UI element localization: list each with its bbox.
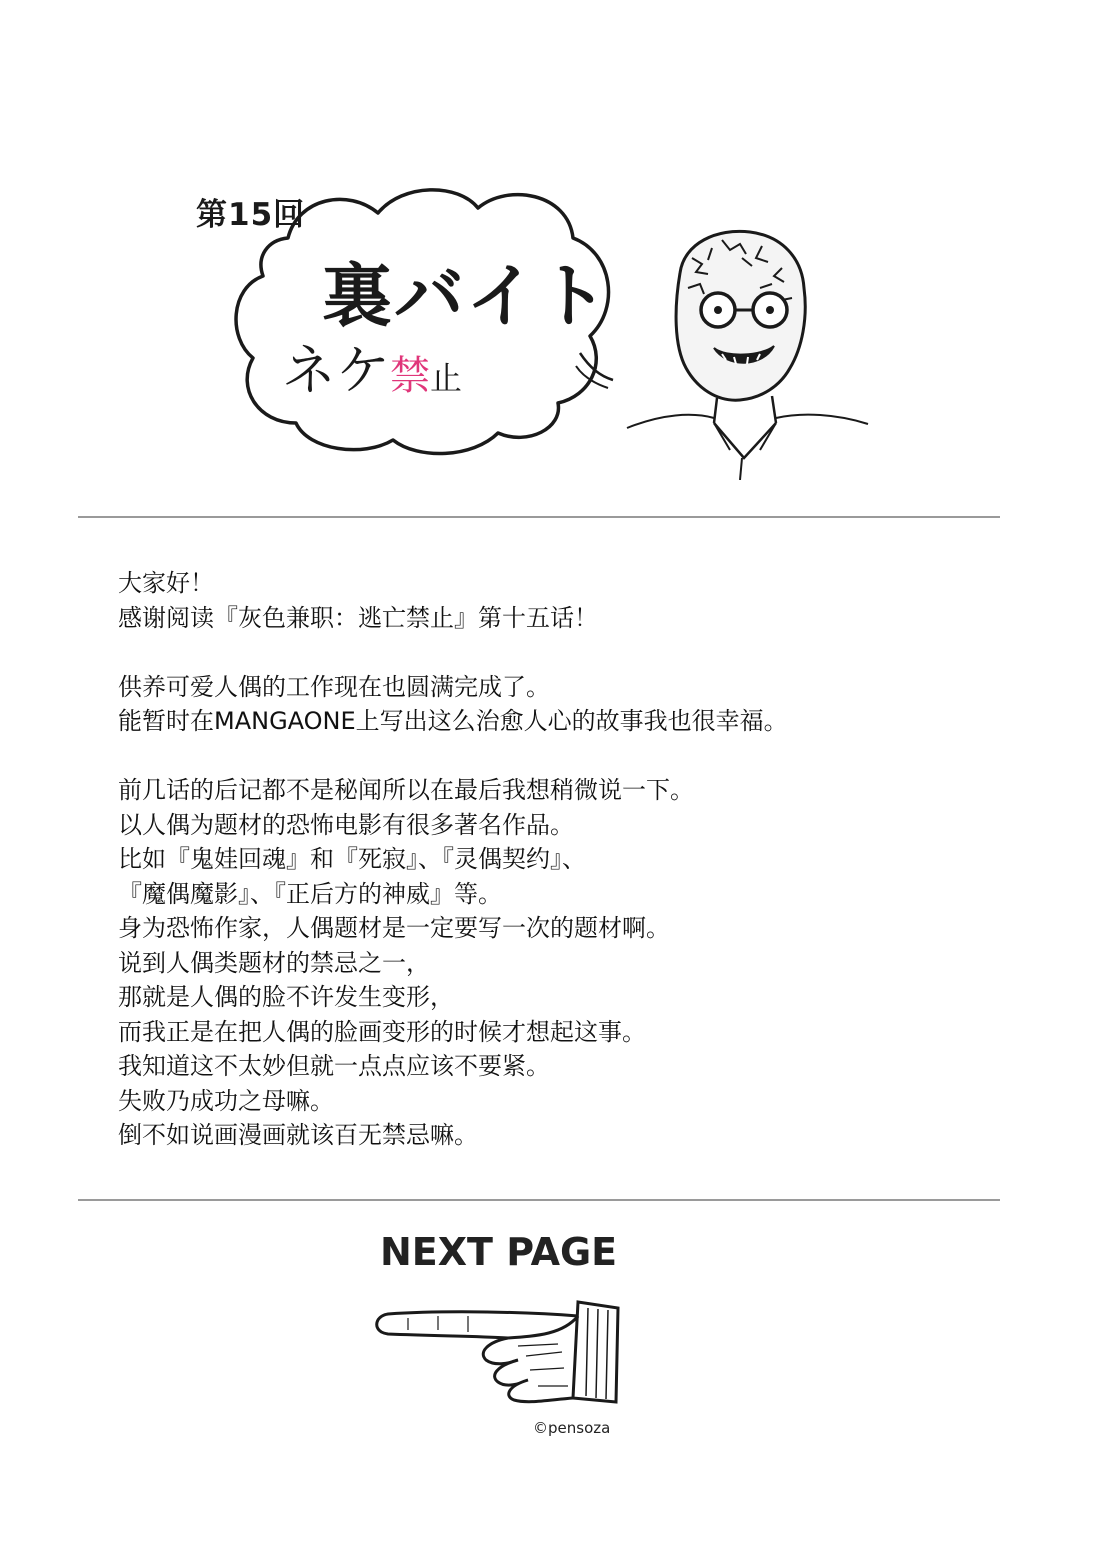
- title-main-part1: 裏バ: [322, 254, 466, 337]
- body-line: 倒不如说画漫画就该百无禁忌嘛。: [118, 1121, 478, 1149]
- title-sub-d: 止: [430, 359, 463, 397]
- episode-label: 第15回: [196, 197, 306, 233]
- body-line: 感谢阅读『灰色兼职：逃亡禁止』第十五话！: [118, 603, 598, 632]
- body-line: 失败乃成功之母嘛。: [118, 1086, 334, 1115]
- body-line: 说到人偶类题材的禁忌之一，: [118, 948, 430, 977]
- next-page-label: NEXT PAGE: [380, 1230, 618, 1274]
- body-line: 而我正是在把人偶的脸画变形的时候才想起这事。: [118, 1017, 646, 1046]
- pointing-hand-icon: [368, 1294, 620, 1412]
- body-line: 大家好！: [118, 569, 214, 597]
- credit-text: ©pensoza: [533, 1419, 611, 1437]
- title-sub-c: 禁: [390, 353, 430, 399]
- afterword-header: [0, 0, 1100, 500]
- title-sub-a: ネ: [282, 339, 336, 402]
- body-line: 以人偶为题材的恐怖电影有很多著名作品。: [118, 810, 574, 839]
- divider-bottom: [78, 1199, 1000, 1201]
- zombie-portrait-icon: [622, 218, 872, 480]
- paragraph-gap: [118, 635, 998, 670]
- body-line: 前几话的后记都不是秘闻所以在最后我想稍微说一下。: [118, 776, 694, 804]
- body-line: 比如『鬼娃回魂』和『死寂』、『灵偶契约』、: [118, 845, 586, 873]
- title-main-part2: イト: [466, 254, 610, 337]
- title-sub-b: ケ: [336, 339, 390, 402]
- body-line: 我知道这不太妙但就一点点应该不要紧。: [118, 1052, 550, 1080]
- body-line: 供养可爱人偶的工作现在也圆满完成了。: [118, 672, 550, 701]
- afterword-body: [118, 566, 998, 1153]
- body-line: 『魔偶魔影』、『正后方的神威』等。: [118, 879, 502, 908]
- title-sub: [282, 328, 462, 405]
- body-line: 身为恐怖作家，人偶题材是一定要写一次的题材啊。: [118, 914, 670, 942]
- paragraph-gap: [118, 739, 998, 774]
- title-main: [322, 240, 610, 341]
- body-line: 那就是人偶的脸不许发生变形，: [118, 983, 454, 1011]
- divider-top: [78, 516, 1000, 518]
- body-line: 能暂时在MANGAONE上写出这么治愈人心的故事我也很幸福。: [118, 707, 788, 735]
